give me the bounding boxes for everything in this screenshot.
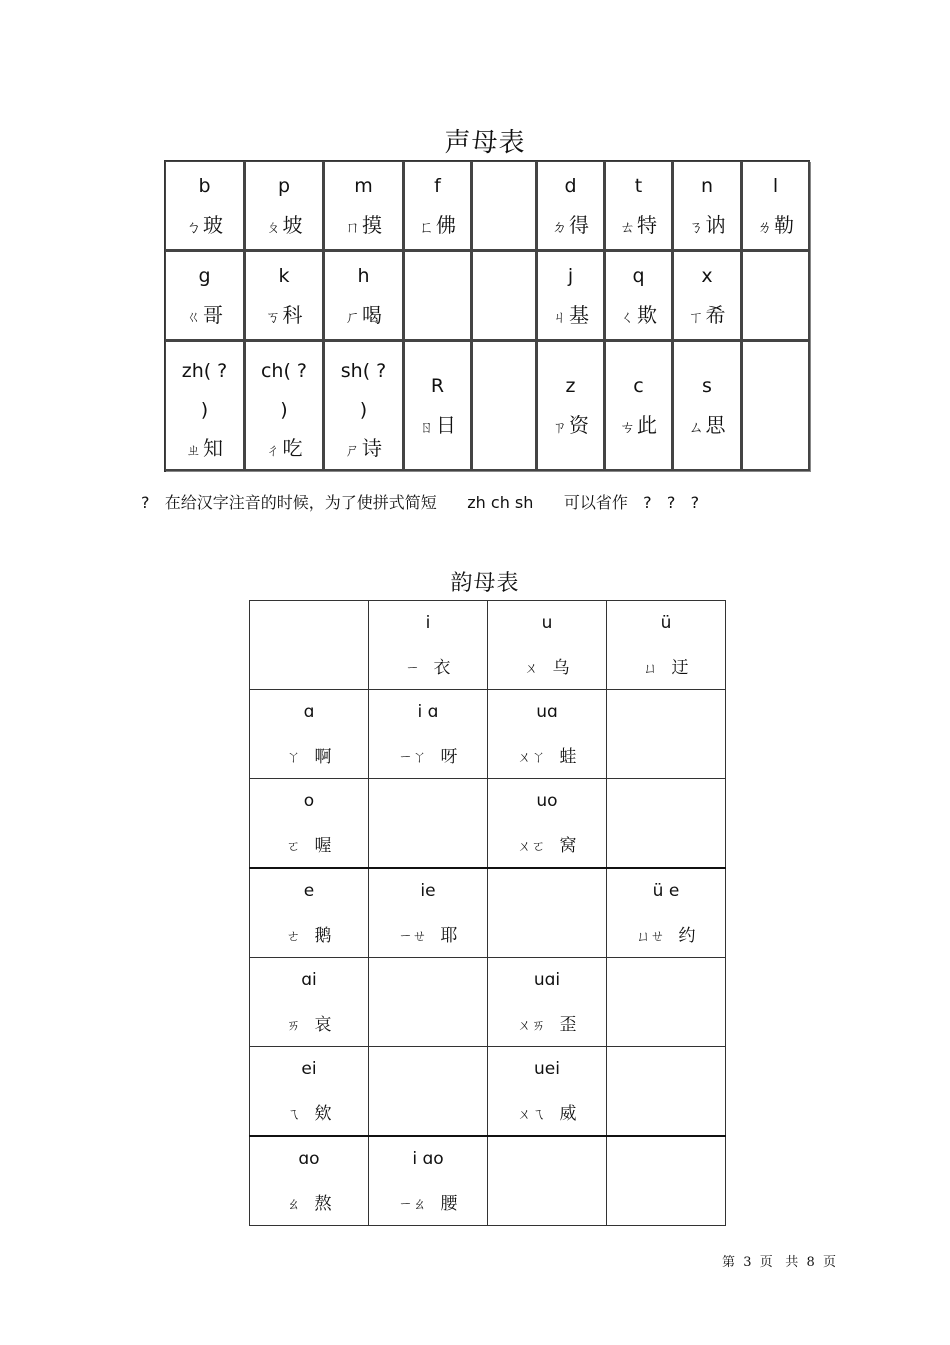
- bopomofo-symbol: ㄧㄠ: [398, 1196, 427, 1213]
- abbreviation-note: ? 在给汉字注音的时候，为了使拼式简短 zh ch sh 可以省作 ? ? ?: [141, 493, 700, 512]
- example-line: [265, 302, 303, 327]
- pinyin-final: ɑi: [301, 969, 317, 990]
- example-character: 耶: [440, 925, 458, 946]
- pinyin-letter: b: [198, 174, 211, 197]
- bopomofo-symbol: ㄨㄟ: [517, 1106, 546, 1123]
- bopomofo-symbol: ㄉ: [551, 217, 567, 236]
- pinyin-letter: c: [633, 374, 644, 397]
- example-line: [488, 742, 606, 767]
- bopomofo-symbol: ㄧ: [405, 660, 420, 677]
- example-character: 欺: [637, 302, 657, 327]
- bopomofo-symbol: ㄨㄛ: [517, 838, 546, 855]
- pinyin-final: i: [425, 612, 431, 633]
- example-character: 思: [705, 412, 726, 437]
- example-character: 吃: [282, 436, 303, 460]
- example-character: 哥: [203, 302, 223, 327]
- example-line: [250, 742, 368, 767]
- bopomofo-symbol: ㄩㄝ: [636, 928, 665, 945]
- example-character: 熬: [314, 1193, 332, 1214]
- final-cell: [369, 690, 488, 779]
- initial-cell: [165, 161, 245, 251]
- example-line: [250, 831, 368, 856]
- final-cell: [607, 868, 726, 958]
- example-line: [265, 212, 303, 237]
- bopomofo-symbol: ㄕ: [344, 441, 360, 459]
- pinyin-final: ɑ: [303, 701, 315, 722]
- pinyin-final: uo: [536, 790, 558, 811]
- bopomofo-symbol: ㄑ: [619, 307, 635, 326]
- example-line: [418, 412, 456, 437]
- pinyin-letter: n: [700, 174, 714, 197]
- pinyin-letter: z: [565, 374, 576, 397]
- example-line: [369, 653, 487, 678]
- example-character: 玻: [203, 212, 223, 237]
- example-character: 此: [637, 412, 657, 437]
- example-line: [488, 1099, 606, 1124]
- example-character: 诗: [362, 436, 382, 460]
- pinyin-final: u: [541, 612, 553, 633]
- initial-cell: [165, 341, 245, 471]
- initial-cell: [673, 251, 742, 341]
- initial-cell: [605, 161, 673, 251]
- bopomofo-symbol: ㄞ: [286, 1017, 301, 1034]
- example-line: [607, 921, 725, 946]
- empty-cell: [472, 341, 537, 471]
- bopomofo-symbol: ㄗ: [551, 417, 567, 436]
- final-cell: [488, 1047, 607, 1137]
- example-line: [488, 1010, 606, 1035]
- final-cell: [488, 690, 607, 779]
- example-character: 衣: [433, 657, 451, 678]
- example-character: 呀: [440, 746, 458, 767]
- example-line: [619, 302, 657, 327]
- pinyin-letter-close: ): [280, 399, 288, 421]
- empty-cell: [607, 1136, 726, 1226]
- bopomofo-symbol: ㄊ: [619, 217, 635, 236]
- bopomofo-symbol: ㄍ: [185, 307, 201, 326]
- example-line: [186, 438, 223, 458]
- empty-cell: [742, 251, 810, 341]
- example-line: [488, 653, 606, 678]
- example-character: 欸: [314, 1103, 332, 1124]
- example-character: 哀: [314, 1014, 332, 1035]
- table-row: [250, 1047, 726, 1137]
- example-line: [619, 212, 657, 237]
- example-line: [345, 438, 382, 458]
- table-row: [250, 868, 726, 958]
- bopomofo-symbol: ㄏ: [344, 307, 360, 326]
- bopomofo-symbol: ㄧㄝ: [398, 928, 427, 945]
- empty-cell: [607, 1047, 726, 1137]
- pinyin-letter: h: [357, 264, 370, 287]
- pinyin-letter: d: [564, 174, 577, 197]
- bopomofo-symbol: ㄟ: [286, 1106, 301, 1123]
- example-character: 特: [637, 212, 657, 237]
- example-character: 希: [705, 302, 726, 327]
- example-character: 基: [569, 302, 589, 327]
- table-row: [250, 958, 726, 1047]
- pinyin-final: ü: [660, 612, 672, 633]
- example-character: 腰: [440, 1193, 458, 1214]
- bopomofo-symbol: ㄠ: [286, 1196, 301, 1213]
- pinyin-final: uei: [534, 1058, 560, 1079]
- bopomofo-symbol: ㄆ: [265, 217, 281, 236]
- empty-cell: [250, 601, 369, 690]
- empty-cell: [369, 779, 488, 869]
- empty-cell: [369, 1047, 488, 1137]
- table-row: [250, 601, 726, 690]
- example-line: [551, 302, 589, 327]
- example-character: 坡: [282, 212, 303, 237]
- example-line: [688, 212, 726, 237]
- example-character: 窝: [559, 835, 577, 856]
- pinyin-letter: ch( ?: [260, 360, 308, 382]
- example-character: 歪: [559, 1014, 577, 1035]
- bopomofo-symbol: ㄅ: [185, 217, 201, 236]
- bopomofo-symbol: ㄒ: [688, 307, 704, 326]
- bopomofo-symbol: ㄖ: [418, 417, 434, 436]
- example-line: [344, 302, 382, 327]
- pinyin-letter: g: [198, 264, 211, 287]
- bopomofo-symbol: ㄘ: [619, 417, 635, 436]
- example-line: [250, 1189, 368, 1214]
- example-line: [250, 921, 368, 946]
- example-character: 乌: [552, 657, 570, 678]
- example-line: [619, 412, 657, 437]
- empty-cell: [369, 958, 488, 1047]
- empty-cell: [404, 251, 472, 341]
- bopomofo-symbol: ㄈ: [418, 217, 434, 236]
- example-line: [185, 212, 223, 237]
- pinyin-final: e: [303, 880, 315, 901]
- pinyin-letter: t: [634, 174, 643, 197]
- pinyin-final: ü e: [652, 880, 680, 901]
- example-line: [551, 412, 589, 437]
- pinyin-letter: k: [278, 264, 290, 287]
- empty-cell: [742, 341, 810, 471]
- final-cell: [369, 1136, 488, 1226]
- bopomofo-symbol: ㄨㄞ: [517, 1017, 546, 1034]
- pinyin-final: uɑ: [536, 701, 558, 722]
- initial-cell: [673, 161, 742, 251]
- example-line: [688, 412, 726, 437]
- example-character: 科: [282, 302, 303, 327]
- final-cell: [250, 779, 369, 869]
- pinyin-letter: l: [772, 174, 779, 197]
- bopomofo-symbol: ㄐ: [551, 307, 567, 326]
- example-character: 啊: [314, 746, 332, 767]
- initial-cell: [404, 161, 472, 251]
- example-character: 资: [569, 412, 589, 437]
- finals-title: 韵母表: [450, 571, 520, 596]
- empty-cell: [607, 779, 726, 869]
- pinyin-letter: zh( ?: [181, 360, 228, 382]
- initial-cell: [324, 251, 404, 341]
- empty-cell: [472, 161, 537, 251]
- example-character: 知: [203, 436, 223, 460]
- example-character: 摸: [362, 212, 382, 237]
- initial-cell: [324, 341, 404, 471]
- final-cell: [488, 601, 607, 690]
- example-character: 讷: [705, 212, 726, 237]
- pinyin-final: o: [303, 790, 315, 811]
- example-character: 蛙: [559, 746, 577, 767]
- final-cell: [250, 1136, 369, 1226]
- example-line: [369, 742, 487, 767]
- bopomofo-symbol: ㄎ: [265, 307, 281, 326]
- example-line: [265, 438, 302, 458]
- initial-cell: [537, 251, 605, 341]
- example-line: [369, 921, 487, 946]
- bopomofo-symbol: ㄧㄚ: [398, 749, 427, 766]
- final-cell: [488, 958, 607, 1047]
- example-character: 迂: [671, 657, 689, 678]
- table-row: [250, 690, 726, 779]
- initial-cell: [605, 341, 673, 471]
- bopomofo-symbol: ㄚ: [286, 749, 301, 766]
- empty-cell: [472, 251, 537, 341]
- pinyin-letter-close: ): [359, 399, 368, 421]
- pinyin-final: ɑo: [298, 1148, 320, 1169]
- example-line: [418, 212, 456, 237]
- example-character: 日: [436, 412, 456, 437]
- table-row: [250, 1136, 726, 1226]
- initials-title: 声母表: [444, 128, 526, 158]
- pinyin-final: ie: [420, 880, 436, 901]
- pinyin-final: i ɑo: [412, 1148, 444, 1169]
- example-character: 威: [559, 1103, 577, 1124]
- pinyin-letter: R: [430, 374, 445, 397]
- example-line: [369, 1189, 487, 1214]
- initial-cell: [742, 161, 810, 251]
- final-cell: [369, 868, 488, 958]
- example-character: 佛: [436, 212, 456, 237]
- example-character: 得: [569, 212, 589, 237]
- finals-table: [249, 600, 726, 1226]
- initial-cell: [605, 251, 673, 341]
- initial-cell: [165, 251, 245, 341]
- example-line: [344, 212, 382, 237]
- pinyin-letter: sh( ?: [340, 360, 387, 382]
- initial-cell: [404, 341, 472, 471]
- example-character: 喝: [362, 302, 382, 327]
- example-character: 鹅: [314, 925, 332, 946]
- final-cell: [607, 601, 726, 690]
- pinyin-letter: j: [567, 264, 574, 287]
- empty-cell: [607, 690, 726, 779]
- final-cell: [250, 958, 369, 1047]
- example-line: [488, 831, 606, 856]
- example-line: [607, 653, 725, 678]
- initial-cell: [537, 341, 605, 471]
- pinyin-final: ei: [301, 1058, 317, 1079]
- pinyin-letter: s: [702, 374, 712, 397]
- example-line: [551, 212, 589, 237]
- bopomofo-symbol: ㄨ: [524, 660, 539, 677]
- page-number: 第 3 页 共 8 页: [722, 1255, 836, 1270]
- bopomofo-symbol: ㄔ: [265, 441, 281, 459]
- pinyin-letter-close: ): [200, 399, 209, 421]
- bopomofo-symbol: ㄇ: [344, 217, 360, 236]
- final-cell: [369, 601, 488, 690]
- initial-cell: [537, 161, 605, 251]
- pinyin-final: uɑi: [533, 969, 561, 990]
- example-line: [250, 1099, 368, 1124]
- example-line: [756, 212, 794, 237]
- initials-table: [164, 160, 810, 472]
- final-cell: [250, 1047, 369, 1137]
- initial-cell: [245, 251, 324, 341]
- example-line: [250, 1010, 368, 1035]
- table-row: [250, 779, 726, 869]
- example-character: 约: [678, 925, 696, 946]
- bopomofo-symbol: ㄙ: [688, 417, 704, 436]
- example-character: 喔: [314, 835, 332, 856]
- pinyin-final: i ɑ: [417, 701, 439, 722]
- pinyin-letter: f: [434, 174, 441, 197]
- example-line: [688, 302, 726, 327]
- initial-cell: [673, 341, 742, 471]
- bopomofo-symbol: ㄩ: [643, 660, 658, 677]
- empty-cell: [488, 1136, 607, 1226]
- bopomofo-symbol: ㄋ: [688, 217, 704, 236]
- final-cell: [250, 690, 369, 779]
- empty-cell: [607, 958, 726, 1047]
- initial-cell: [245, 161, 324, 251]
- bopomofo-symbol: ㄓ: [185, 441, 201, 459]
- pinyin-letter: x: [701, 264, 713, 287]
- bopomofo-symbol: ㄛ: [286, 838, 301, 855]
- empty-cell: [488, 868, 607, 958]
- pinyin-letter: q: [632, 264, 645, 287]
- bopomofo-symbol: ㄌ: [756, 217, 772, 236]
- pinyin-letter: m: [354, 174, 373, 197]
- final-cell: [250, 868, 369, 958]
- bopomofo-symbol: ㄜ: [286, 928, 301, 945]
- example-line: [185, 302, 223, 327]
- pinyin-letter: p: [277, 174, 291, 197]
- initial-cell: [245, 341, 324, 471]
- bopomofo-symbol: ㄨㄚ: [517, 749, 546, 766]
- final-cell: [488, 779, 607, 869]
- initial-cell: [324, 161, 404, 251]
- example-character: 勒: [774, 212, 794, 237]
